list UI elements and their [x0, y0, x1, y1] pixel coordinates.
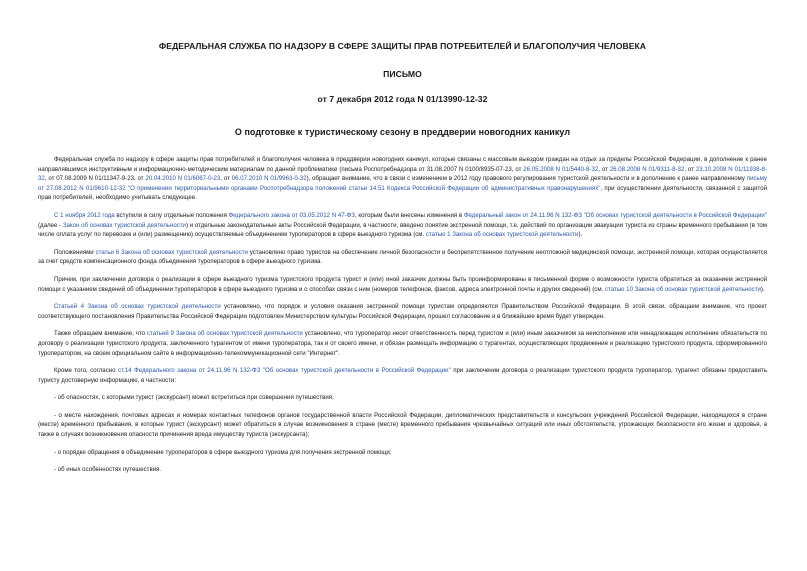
- document-link[interactable]: статью 10 Закона об основах туристской деятельности: [604, 285, 761, 293]
- paragraph: [38, 155, 767, 203]
- paragraph-text: ).: [760, 285, 765, 293]
- document-link[interactable]: 23.10.2008 N 01/11938-8-32: [38, 165, 767, 183]
- document-link[interactable]: письму от 27.08.2012 N 01/9610-12-32 "О применении территориальными органами Роспотребнадзора положений статьи 14.51 Кодекса Российской Федерации об административных правонарушениях": [38, 175, 768, 192]
- document-link[interactable]: статьей 9 Закона об основах туристской деятельности: [146, 330, 303, 338]
- paragraph: [38, 211, 767, 240]
- document-link[interactable]: Закон об основах туристской деятельности: [62, 221, 186, 229]
- agency-title: ФЕДЕРАЛЬНАЯ СЛУЖБА ПО НАДЗОРУ В СФЕРЕ ЗАЩИТЫ ПРАВ ПОТРЕБИТЕЛЕЙ И БЛАГОПОЛУЧИЯ ЧЕЛОВЕКА: [158, 41, 647, 51]
- paragraph-text: Федеральная служба по надзору в сфере защиты прав потребителей и благополучия человека в преддверии новогодних каникул, которые связаны с массовым выездом граждан на отдых за пределы Российской Федерации, в дополнение к ранее направлявшимся инструктивным и информационно-методическим материалам по данной проблематике (письма Роспотребнадзора от 31.08.2007 N 0100/8935-07-23, от: [38, 156, 767, 173]
- paragraph-text: установлено, что порядок и условия оказания экстренной помощи туристам определяются Правительством Российской Федерации. В этой связи, обращаем внимание, что проект соответствующего постановления Правительства Российской Федерации подготовлен Министерством культуры Российской Федерации, прошел согласование и в ближайшее время будет утвержден.: [38, 303, 767, 320]
- document-link[interactable]: Статьей 4 Закона об основах туристской деятельности: [54, 303, 221, 311]
- paragraph: [38, 448, 767, 458]
- paragraph: [38, 302, 767, 321]
- paragraph: [38, 275, 767, 294]
- paragraph: [38, 366, 767, 385]
- paragraph-text: - о месте нахождения, почтовых адресах и номерах контактных телефонов органов государственной власти Российской Федерации, дипломатических представительств и консульских учреждений Российской Федерации, находящихся в стране (месте) временного пребывания, в которые турист (экскурсант) может обратиться в случае возникновения в стране (месте) временного пребывания чрезвычайных ситуаций или иных обстоятельств, угрожающих безопасности его жизни и здоровья, а также в случаях возникновения опасности причинения вреда имуществу туриста (экскурсанта);: [38, 411, 767, 439]
- paragraph-text: установлено, что туроператор несет ответственность перед туристом и (или) иным заказчиком за неисполнение или ненадлежащее исполнение обязательств по договору о реализации туристского продукта, заключенного турагентом от имени туроператора, так и от своего имени, и обязан размещать информацию о турагентах, осуществляющих продвижение и реализацию туристского продукта, сформированного туроператором, на своем официальном сайте в информационно-телекоммуникационной сети "Интернет".: [38, 330, 768, 357]
- paragraph-text: ), обращает внимание, что в связи с изменением в 2012 году правового регулирования туристской деятельности и в дополнение к ранее направленному: [306, 175, 747, 183]
- paragraph-text: , от: [220, 175, 232, 183]
- paragraph-text: установлено право туристов на обеспечение личной безопасности и беспрепятственное получение неотложной медицинской помощи, экстренной помощи, которая осуществляется за счет средств компенсационного фонда объединения туроператоров в сфере выездного туризма.: [38, 248, 767, 266]
- paragraph-text: - о порядке обращения в объединение туроператоров в сфере выездного туризма для получения экстренной помощи;: [54, 448, 392, 456]
- paragraph-text: , которым были внесены изменения в: [354, 211, 464, 219]
- paragraph-text: - об иных особенностях путешествия.: [54, 466, 162, 474]
- paragraph-text: Также обращаем внимание, что: [54, 330, 147, 338]
- paragraph-text: ) и отдельные законодательные акты Российской Федерации, в частности, введено понятие экстренной помощи, т.е. действий по организации эвакуации туриста из страны временного пребывания (в том числе оплата услуг по перевозке и (или) размещению) осуществляемые объединением туроператоров в сфере выездного туризма (см.: [38, 221, 767, 239]
- document-link[interactable]: Федерального закона от 03.05.2012 N 47-ФЗ: [228, 211, 355, 219]
- paragraph-text: - об опасностях, с которыми турист (экскурсант) может встретиться при совершении путешествия;: [54, 394, 334, 402]
- paragraph: [38, 329, 767, 358]
- paragraph-text: Причем, при заключении договора о реализации в сфере выездного туризма туристского продукта турист и (или) иной заказчик должны быть проинформированы в письменной форме о возможности туриста обратиться за оказанием экстренной помощи с указанием сведений об объединении туроператоров в сфере выездного туризма и о способах связи с ним (номеров телефонов, факсов, адреса электронной почты и других сведений) (см.: [38, 275, 767, 293]
- paragraph-text: вступили в силу отдельные положения: [114, 211, 229, 219]
- paragraph: [38, 465, 767, 475]
- document-link[interactable]: 06.07.2010 N 01/9963-0-32: [231, 175, 307, 183]
- paragraph-text: , от: [684, 165, 696, 173]
- document-body: [38, 155, 767, 475]
- document-link[interactable]: статьи 6 Закона об основах туристской деятельности: [95, 248, 248, 256]
- document-link[interactable]: С 1 ноября 2012 года: [54, 211, 115, 219]
- paragraph: [38, 393, 767, 403]
- paragraph-text: при заключении договора о реализации туристского продукта туроператор, турагент обязаны предоставить туристу достоверную информацию, в частности:: [38, 367, 767, 384]
- paragraph-text: Кроме того, согласно: [54, 367, 118, 375]
- document-link[interactable]: Федеральный закон от 24.11.96 N 132-ФЗ "Об основах туристской деятельности в Российской Федерации": [463, 211, 768, 219]
- paragraph-text: , от 07.08.2009 N 01/11347-9-23, от: [44, 175, 146, 183]
- paragraph-text: Положениями: [54, 248, 96, 256]
- document-type: ПИСЬМО: [383, 69, 422, 79]
- paragraph-text: , при осуществлении деятельности, связанной с защитой прав потребителей, необходимо учитывать следующее.: [38, 184, 767, 202]
- document-link[interactable]: ст.14 Федерального закона от 24.11.96 N 132-ФЗ "Об основах туристской деятельности в Российской Федерации": [117, 367, 451, 375]
- document-link[interactable]: 26.05.2008 N 01/5440-8-32: [523, 165, 599, 173]
- document-subject: О подготовке к туристическому сезону в преддверии новогодних каникул: [234, 127, 571, 137]
- paragraph: [38, 411, 767, 440]
- paragraph-text: ).: [578, 231, 583, 239]
- document-date-number: от 7 декабря 2012 года N 01/13990-12-32: [317, 94, 488, 104]
- document-link[interactable]: 26.08.2008 N 01/9311-8-32: [609, 165, 685, 173]
- paragraph: [38, 248, 767, 267]
- document-link[interactable]: 20.04.2010 N 01/6067-0-23: [145, 175, 221, 183]
- paragraph-text: , от: [598, 165, 610, 173]
- paragraph-text: (далее -: [38, 221, 63, 229]
- document-link[interactable]: статью 1 Закона об основах туристской деятельности: [425, 231, 579, 239]
